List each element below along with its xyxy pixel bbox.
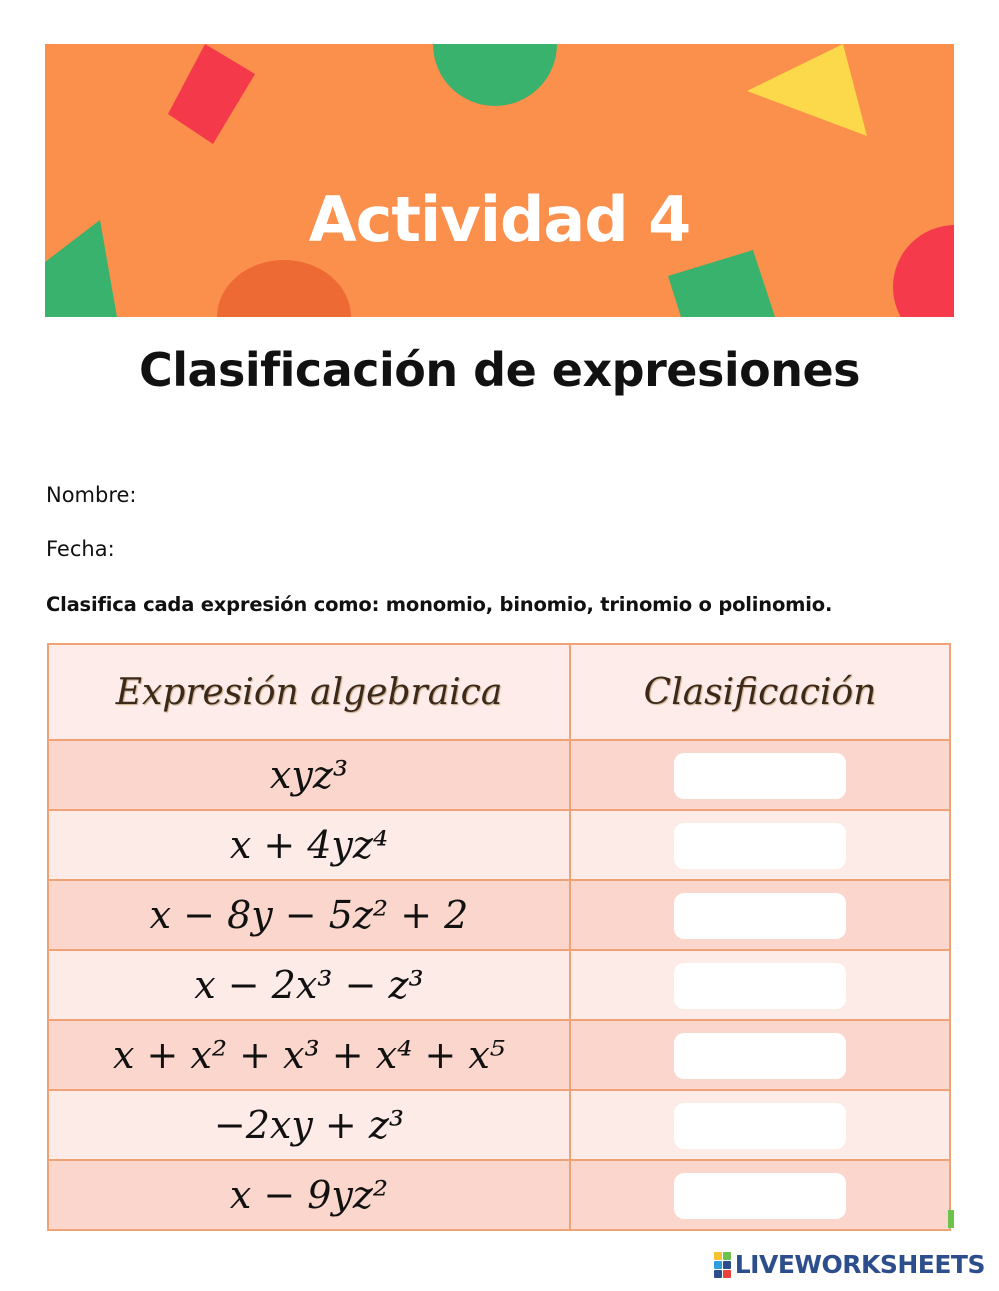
red-rectangle-shape [168, 44, 255, 144]
header-expression: Expresión algebraica [48, 644, 570, 740]
expression-cell: x − 9yz² [48, 1160, 570, 1230]
answer-cell [570, 1090, 950, 1160]
header-classification: Clasificación [570, 644, 950, 740]
banner-shapes [45, 44, 954, 317]
table-row [48, 740, 950, 810]
instructions: Clasifica cada expresión como: monomio, binomio, trinomio o polinomio. [46, 593, 833, 616]
answer-cell [570, 950, 950, 1020]
answer-cell [570, 740, 950, 810]
expression-cell: −2xy + z³ [48, 1090, 570, 1160]
answer-cell [570, 880, 950, 950]
answer-input[interactable] [674, 963, 846, 1009]
name-label: Nombre: [46, 483, 137, 507]
answer-cell [570, 1160, 950, 1230]
green-square-shape [668, 250, 775, 317]
table-row [48, 950, 950, 1020]
green-semicircle-shape [433, 44, 557, 106]
table-row [48, 1160, 950, 1230]
corner-marker [948, 1210, 954, 1228]
table-row [48, 880, 950, 950]
liveworksheets-logo[interactable] [714, 1250, 985, 1279]
answer-input[interactable] [674, 753, 846, 799]
table-row [48, 1090, 950, 1160]
logo-text: LIVEWORKSHEETS [734, 1250, 985, 1279]
answer-input[interactable] [674, 893, 846, 939]
orange-semicircle-shape [217, 260, 351, 317]
answer-cell [570, 1020, 950, 1090]
answer-input[interactable] [674, 1173, 846, 1219]
table-row [48, 1020, 950, 1090]
expressions-table [47, 643, 951, 1231]
answer-input[interactable] [674, 1103, 846, 1149]
logo-icon [714, 1252, 731, 1278]
date-label: Fecha: [46, 537, 115, 561]
table-header-row [48, 644, 950, 740]
page-title: Clasificación de expresiones [138, 343, 861, 397]
expression-cell: x − 2x³ − z³ [48, 950, 570, 1020]
yellow-triangle-shape [747, 44, 867, 136]
answer-input[interactable] [674, 823, 846, 869]
expression-cell: xyz³ [48, 740, 570, 810]
expression-cell: x + x² + x³ + x⁴ + x⁵ [48, 1020, 570, 1090]
expression-cell: x − 8y − 5z² + 2 [48, 880, 570, 950]
answer-cell [570, 810, 950, 880]
banner-title: Actividad 4 [308, 183, 691, 256]
title-banner [45, 44, 954, 317]
answer-input[interactable] [674, 1033, 846, 1079]
table-row [48, 810, 950, 880]
expression-cell: x + 4yz⁴ [48, 810, 570, 880]
